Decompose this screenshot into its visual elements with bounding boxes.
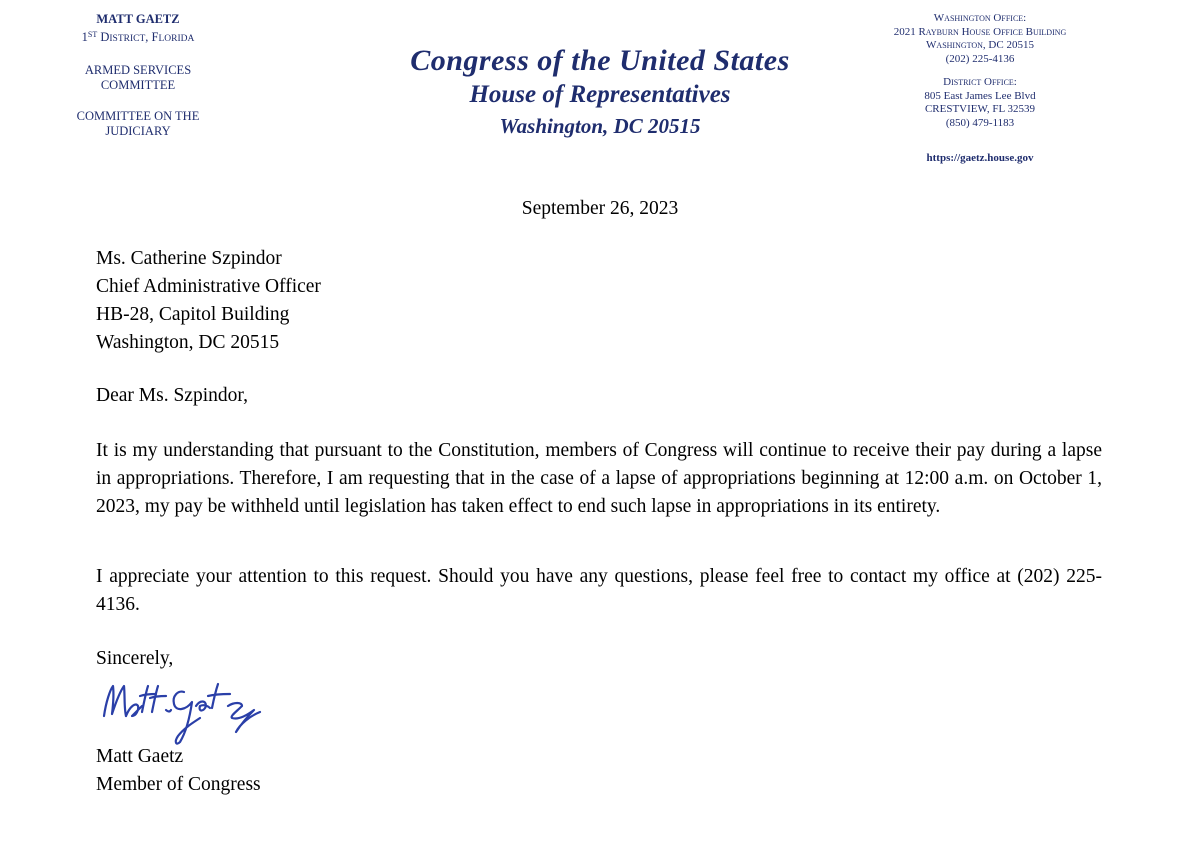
letterhead-center xyxy=(380,44,820,140)
letterhead-left xyxy=(48,12,228,139)
handwritten-signature xyxy=(96,672,276,752)
district-office-phone: (850) 479-1183 xyxy=(945,116,1015,129)
body-paragraph-1: It is my understanding that pursuant to the Constitution, members of Congress will continue to receive their pay during a lapse in appropriations. Therefore, I am requesting that in the case of a lapse of appropriations beginning at 12:00 a.m. on October 1, 2023, my pay be withheld until legislation has taken effect to end such lapse in appropriations in its entirety. xyxy=(96,440,1102,517)
washington-office-label: Washington Office: xyxy=(933,12,1027,24)
signer-title: Member of Congress xyxy=(96,774,261,795)
committee-judiciary-line1: COMMITTEE ON THE xyxy=(76,109,200,123)
committee-armed-services-line2: COMMITTEE xyxy=(100,78,176,92)
salutation: Dear Ms. Szpindor, xyxy=(96,385,248,406)
letter-date: September 26, 2023 xyxy=(521,198,679,219)
district-office-address-line2: CRESTVIEW, FL 32539 xyxy=(924,103,1036,115)
recipient-title: Chief Administrative Officer xyxy=(96,276,321,297)
closing: Sincerely, xyxy=(96,648,174,669)
member-district: 1ST DISTRICT, FLORIDA xyxy=(81,30,195,44)
district-office-label: District Office: xyxy=(943,76,1017,88)
congress-title: Congress of the United States xyxy=(410,44,790,77)
body-paragraph-2: I appreciate your attention to this request. Should you have any questions, please feel free to contact my office at (202) 225-4136. xyxy=(96,566,1102,615)
house-location: Washington, DC 20515 xyxy=(499,114,701,138)
letterhead-right xyxy=(860,12,1100,166)
signature-block xyxy=(96,743,1102,799)
recipient-name: Ms. Catherine Szpindor xyxy=(96,248,282,269)
signer-name: Matt Gaetz xyxy=(96,746,184,767)
member-name: MATT GAETZ xyxy=(96,12,180,26)
washington-office-phone: (202) 225-4136 xyxy=(945,52,1015,65)
recipient-address-line1: HB-28, Capitol Building xyxy=(96,304,290,325)
committee-armed-services-line1: ARMED SERVICES xyxy=(84,63,192,77)
washington-office-address-line2: Washington, DC 20515 xyxy=(926,39,1034,51)
website-link[interactable]: https://gaetz.house.gov xyxy=(926,152,1034,164)
recipient-address xyxy=(96,245,1102,357)
recipient-address-line2: Washington, DC 20515 xyxy=(96,332,280,353)
house-title: House of Representatives xyxy=(469,81,731,108)
committee-judiciary-line2: JUDICIARY xyxy=(105,124,171,138)
district-office-address-line1: 805 East James Lee Blvd xyxy=(924,89,1036,102)
washington-office-address-line1: 2021 Rayburn House Office Building xyxy=(893,25,1067,38)
